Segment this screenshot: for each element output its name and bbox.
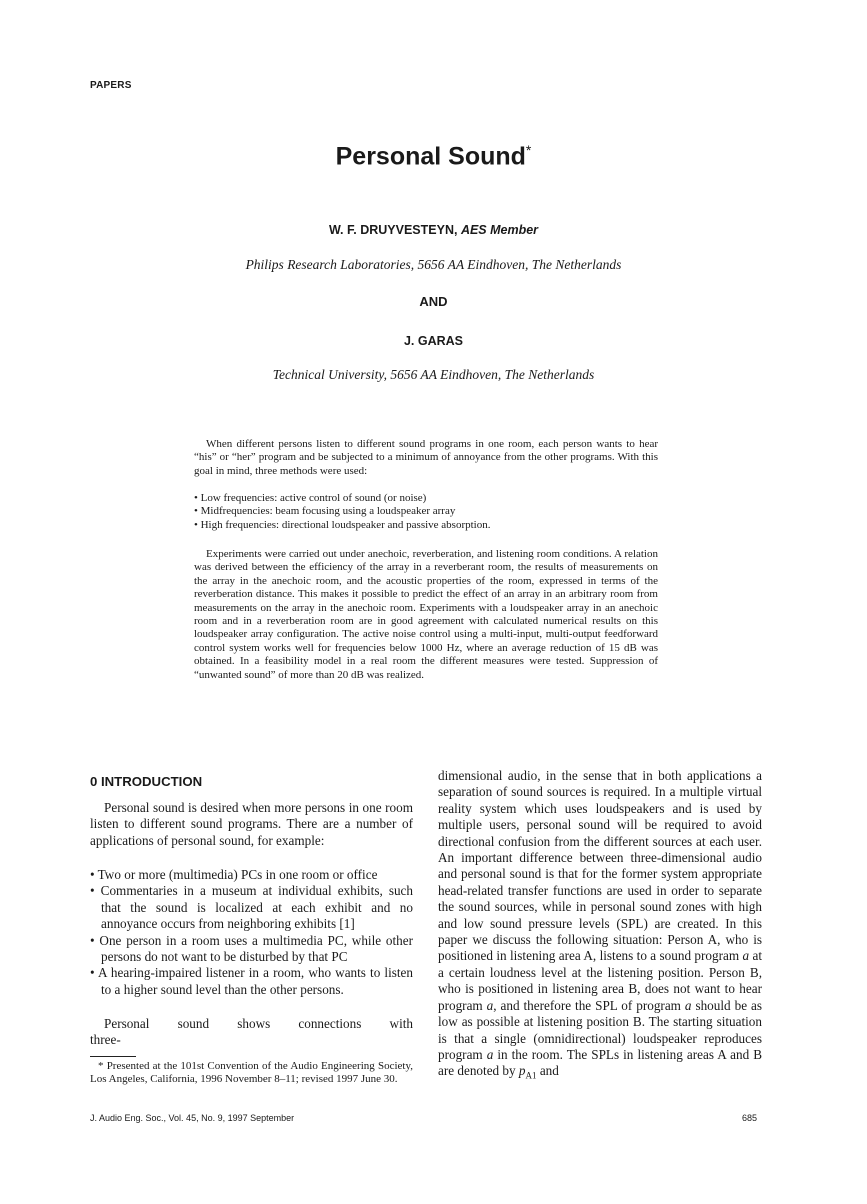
- abstract-method-item: • Midfrequencies: beam focusing using a loudspeaker array: [194, 505, 456, 518]
- footnote-text: * Presented at the 101st Convention of the Audio Engineering Society, Los Angeles, California, 1996 November 8–11; revised 1997 June 30.: [90, 1060, 413, 1085]
- footnote-rule: [90, 1056, 136, 1057]
- program-a-symbol: a: [486, 997, 494, 1013]
- abstract-method-item: • High frequencies: directional loudspeaker and passive absorption.: [194, 518, 491, 531]
- abstract-method-item: • Low frequencies: active control of sound (or noise): [194, 492, 427, 504]
- list-item: • Two or more (multimedia) PCs in one room or office: [90, 867, 378, 882]
- text-run: should be as low as possible at listening position B. The starting situation is that a single (omnidirectional) loudspeaker reproduces program: [438, 997, 762, 1062]
- abstract-method-list: [194, 492, 658, 532]
- running-head: PAPERS: [90, 80, 132, 91]
- text-run: in the room. The SPLs in listening areas A and B are denoted by: [438, 1046, 762, 1079]
- program-a-symbol: a: [486, 1046, 494, 1062]
- author-1-name: W. F. DRUYVESTEYN,: [328, 223, 458, 237]
- pressure-symbol: p: [518, 1063, 526, 1079]
- program-a-symbol: a: [684, 997, 692, 1013]
- abstract-paragraph-1: When different persons listen to different sound programs in one room, each person wants to hear “his” or “her” program and be subjected to a minimum of annoyance from the other programs. With this goal in mind, three methods were used:: [194, 438, 658, 477]
- text-run: at a certain loudness level at the listening position. Person B, who is positioned in listening area B, does not want to hear program: [438, 948, 762, 1013]
- right-column: [438, 768, 762, 1084]
- text-run: and: [536, 1063, 559, 1079]
- abstract: [194, 438, 658, 478]
- right-column-paragraph: [438, 768, 762, 1084]
- list-item: • A hearing-impaired listener in a room, who wants to listen to a higher sound level than the other persons.: [90, 965, 413, 997]
- author-2: J. GARAS: [403, 334, 464, 348]
- section-heading-introduction: 0 INTRODUCTION: [90, 774, 203, 789]
- list-item: • Commentaries in a museum at individual exhibits, such that the sound is localized at each exhibit and no annoyance occurs from neighboring exhibits [1]: [90, 883, 413, 932]
- paper-title: [0, 142, 867, 171]
- intro-paragraph-2: Personal sound shows connections with three-: [90, 1016, 413, 1048]
- text-run: , and therefore the SPL of program: [493, 997, 685, 1013]
- list-item: • One person in a room uses a multimedia PC, while other persons do not want to be disturbed by that PC: [90, 932, 413, 965]
- footnote: [90, 1060, 413, 1086]
- title-text: Personal Sound: [335, 142, 526, 171]
- pressure-subscript: A1: [525, 1070, 537, 1081]
- affiliation-1: Philips Research Laboratories, 5656 AA Eindhoven, The Netherlands: [245, 257, 622, 272]
- abstract-paragraph-2: Experiments were carried out under anechoic, reverberation, and listening room conditions. A relation was derived between the efficiency of the array in a reverberant room, the results of measurements on the array in the anechoic room, and the acoustic properties of the room, expressed in terms of the reverberation distance. This makes it possible to predict the effect of an array in an arbitrary room from measurements on the array in the anechoic room. Experiments with a loudspeaker array in an anechoic room and in a reverberation room are in good agreement with calculated numerical results on this loudspeaker array configuration. The active noise control using a multi-input, multi-output feedforward control system works well for frequencies below 1000 Hz, where an average reduction of 15 dB was obtained. In a feasibility model in a real room the different measures were tested. Suppression of “unwanted sound” of more than 20 dB was realized.: [194, 548, 658, 681]
- application-list: [90, 867, 413, 998]
- text-run: dimensional audio, in the sense that in both applications a separation of sound sources is required. In a multiple virtual reality system which uses loudspeakers and is used by multiple users, personal sound will be required to avoid directional confusion from the different sources at each user. An important difference between three-dimensional audio and personal sound is that for the former system appropriate head-related transfer functions are used in order to separate the sound sources, while in personal sound zones with high and low sound pressure levels (SPL) are created. In this paper we discuss the following situation: Person A, who is positioned in listening area A, listens to a sound program: [438, 768, 762, 964]
- author-1-membership: AES Member: [460, 223, 539, 237]
- title-footnote-mark: *: [525, 142, 532, 158]
- program-a-symbol: a: [742, 948, 750, 964]
- affiliation-2: Technical University, 5656 AA Eindhoven, The Netherlands: [272, 367, 595, 382]
- author-conjunction: AND: [419, 294, 448, 309]
- abstract-paragraph-2-block: [194, 548, 658, 682]
- intro-paragraph-1: Personal sound is desired when more persons in one room listen to different sound programs. There are a number of applications of personal sound, for example:: [90, 800, 413, 848]
- journal-citation: J. Audio Eng. Soc., Vol. 45, No. 9, 1997 September: [90, 1113, 295, 1123]
- author-1: [0, 223, 867, 237]
- page-number: 685: [742, 1113, 758, 1123]
